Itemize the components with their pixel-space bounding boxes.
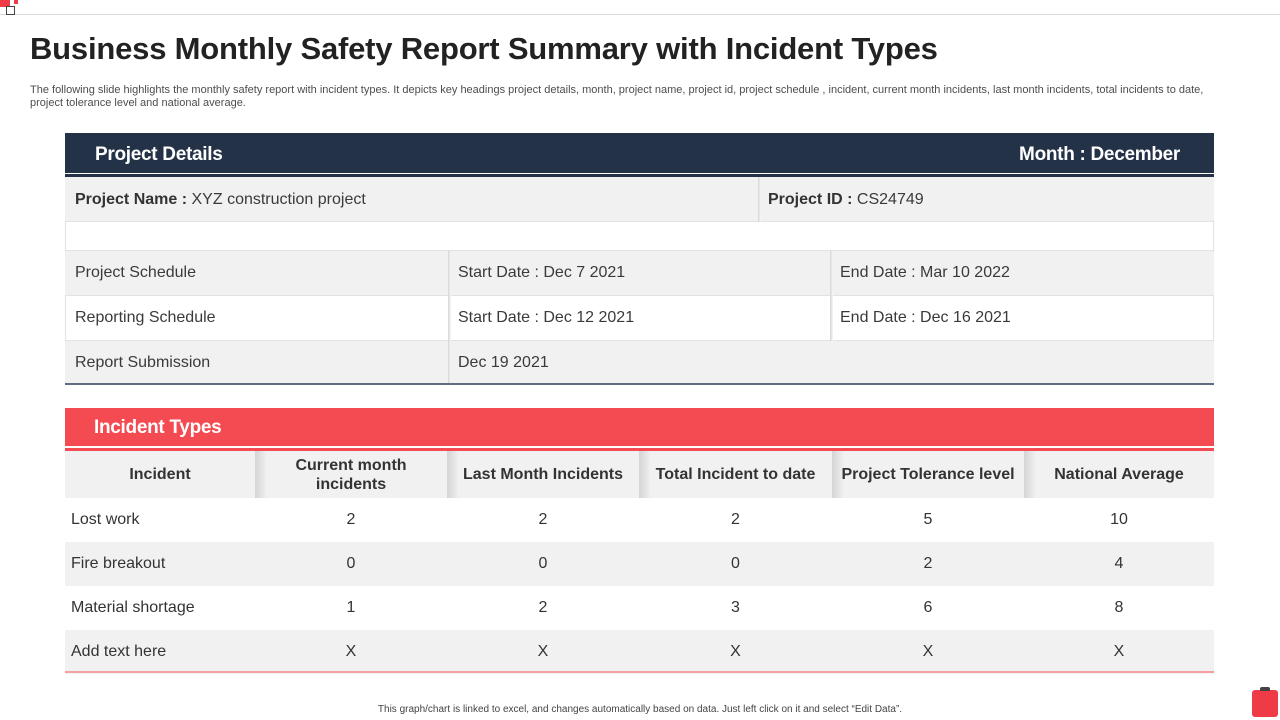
table-cell: 2 xyxy=(447,586,639,630)
schedule-end-date: End Date : Dec 16 2021 xyxy=(840,309,1011,326)
column-header: National Average xyxy=(1024,451,1214,498)
page-subtitle: The following slide highlights the monthly safety report with incident types. It depicts key headings project details, month, project name, project id, project schedule , incident, current month incidents, last month incidents, total incidents to date, project tolerance level and national average. xyxy=(30,84,1204,109)
column-divider xyxy=(448,341,451,383)
column-header: Current month incidents xyxy=(255,451,447,498)
column-divider xyxy=(830,251,833,296)
table-cell: 3 xyxy=(639,586,832,630)
incident-name: Add text here xyxy=(65,630,255,674)
incident-table-bottom-border xyxy=(65,671,1214,673)
incident-types-title: Incident Types xyxy=(94,417,222,438)
schedule-start-date: Start Date : Dec 7 2021 xyxy=(458,264,626,281)
project-name-label: Project Name : xyxy=(75,191,188,208)
incident-name: Fire breakout xyxy=(65,542,255,586)
table-cell: 0 xyxy=(447,542,639,586)
incident-table xyxy=(65,451,1214,674)
table-cell: X xyxy=(447,630,639,674)
table-cell: 2 xyxy=(255,498,447,542)
table-cell: 1 xyxy=(255,586,447,630)
table-cell: 4 xyxy=(1024,542,1214,586)
column-header: Project Tolerance level xyxy=(832,451,1024,498)
column-divider xyxy=(448,251,451,296)
clipboard-icon[interactable] xyxy=(1252,690,1278,717)
page-title: Business Monthly Safety Report Summary with Incident Types xyxy=(30,31,938,66)
corner-accent-dot xyxy=(14,0,18,4)
project-name xyxy=(75,191,366,209)
table-cell: 5 xyxy=(832,498,1024,542)
table-cell: 6 xyxy=(832,586,1024,630)
footer-note: This graph/chart is linked to excel, and changes automatically based on data. Just left click on it and select “Edit Data”. xyxy=(377,704,903,715)
schedule-end-date: End Date : Mar 10 2022 xyxy=(840,264,1010,281)
column-divider xyxy=(758,177,761,222)
top-divider xyxy=(0,14,1280,15)
table-row xyxy=(65,630,1214,674)
table-cell: X xyxy=(832,630,1024,674)
incident-name: Material shortage xyxy=(65,586,255,630)
spacer-row xyxy=(65,222,1214,251)
table-cell: 2 xyxy=(447,498,639,542)
table-row xyxy=(65,498,1214,542)
project-details-header xyxy=(65,133,1214,173)
project-id xyxy=(768,191,924,209)
incident-name: Lost work xyxy=(65,498,255,542)
column-header: Total Incident to date xyxy=(639,451,832,498)
column-divider xyxy=(830,296,833,341)
project-details-title: Project Details xyxy=(95,144,223,165)
table-cell: X xyxy=(1024,630,1214,674)
table-cell: 10 xyxy=(1024,498,1214,542)
project-id-value: CS24749 xyxy=(856,191,924,208)
project-id-label: Project ID : xyxy=(768,191,853,208)
column-header: Incident xyxy=(65,451,255,498)
table-row xyxy=(65,586,1214,630)
table-cell: X xyxy=(639,630,832,674)
table-header-row xyxy=(65,451,1214,498)
schedule-start-date: Start Date : Dec 12 2021 xyxy=(458,309,635,326)
table-cell: 0 xyxy=(255,542,447,586)
submission-date: Dec 19 2021 xyxy=(458,354,549,371)
schedule-row xyxy=(65,251,1214,296)
table-row xyxy=(65,542,1214,586)
table-cell: 0 xyxy=(639,542,832,586)
column-header: Last Month Incidents xyxy=(447,451,639,498)
incident-types-header xyxy=(65,408,1214,446)
submission-label: Report Submission xyxy=(75,354,211,371)
table-cell: 2 xyxy=(639,498,832,542)
schedule-label: Project Schedule xyxy=(75,264,196,281)
table-cell: 8 xyxy=(1024,586,1214,630)
project-details-bottom-border xyxy=(65,383,1214,385)
table-cell: 2 xyxy=(832,542,1024,586)
column-divider xyxy=(448,296,451,341)
month-label: Month : December xyxy=(1019,144,1180,165)
submission-row xyxy=(65,341,1214,383)
schedule-label: Reporting Schedule xyxy=(75,309,216,326)
corner-handle[interactable] xyxy=(6,6,15,15)
table-cell: X xyxy=(255,630,447,674)
schedule-row xyxy=(65,296,1214,341)
project-name-value: XYZ construction project xyxy=(191,191,366,208)
